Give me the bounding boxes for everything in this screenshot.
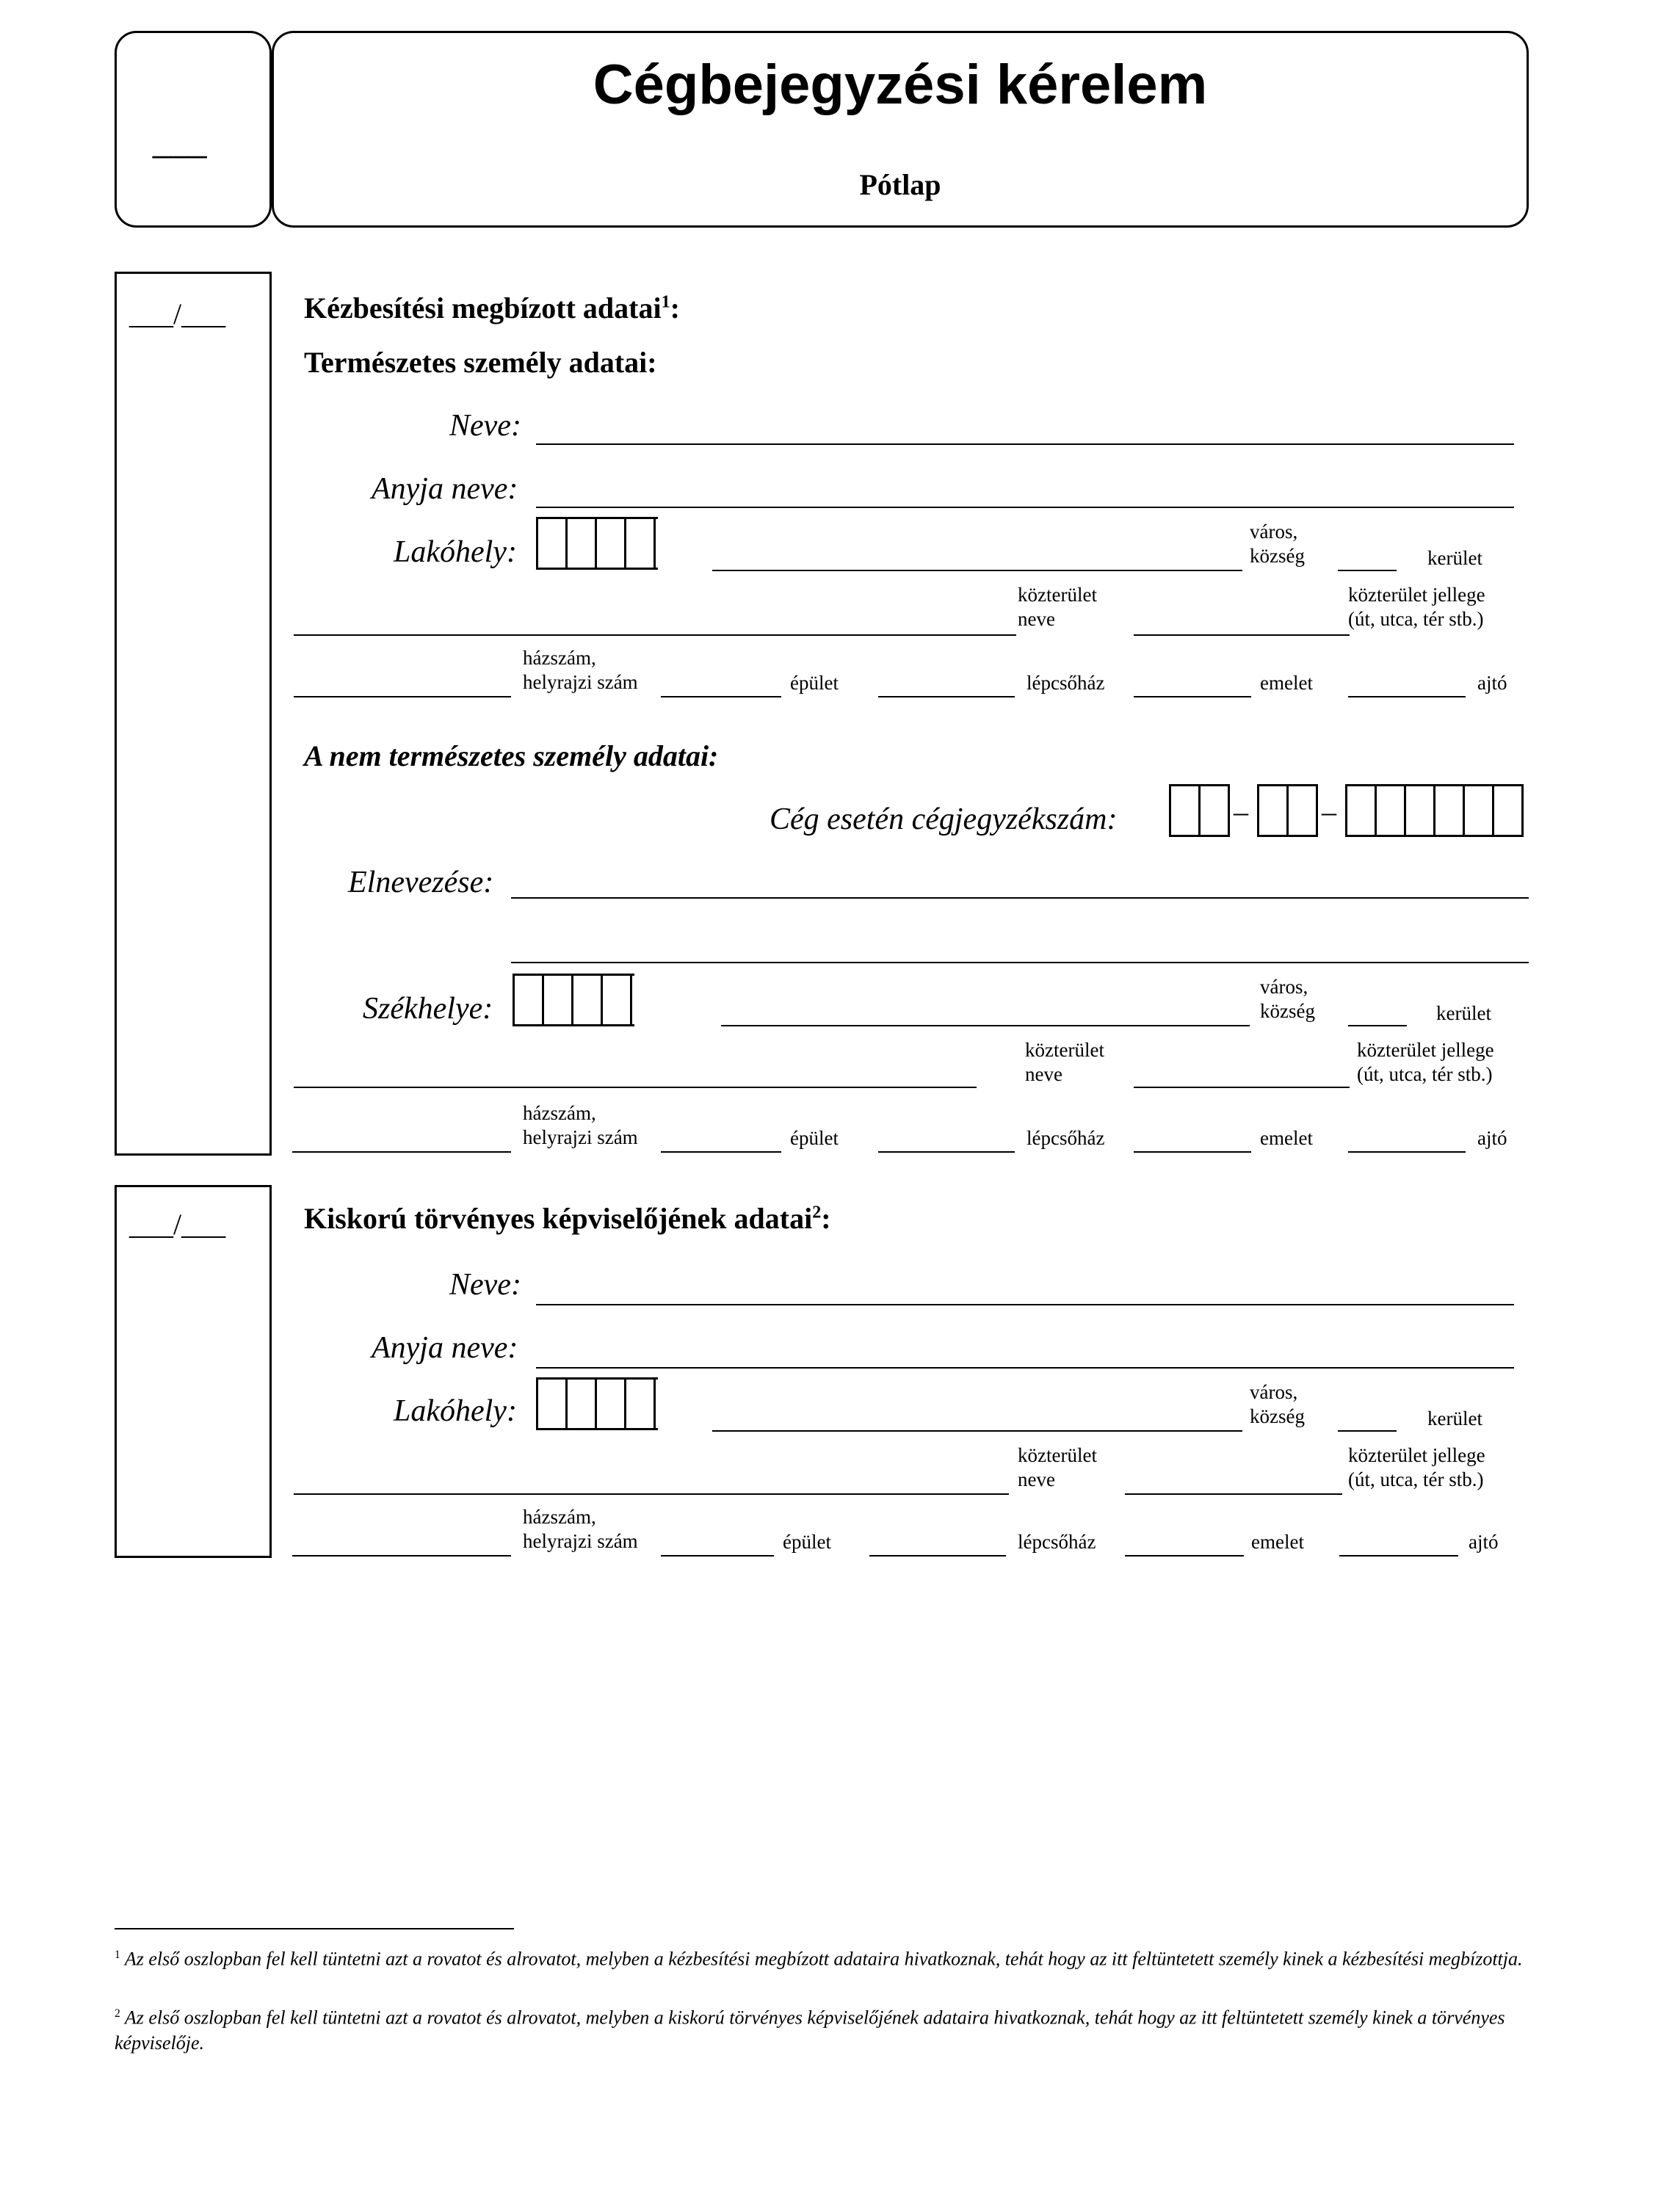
legal-person-title: A nem természetes személy adatai:: [304, 739, 719, 772]
seat-building-field[interactable]: [661, 1151, 781, 1153]
section1-title: Kézbesítési megbízott adatai$^1$:: [304, 291, 680, 325]
rep-staircase-label: lépcsőház: [1018, 1531, 1096, 1553]
seat-street-name-field[interactable]: [294, 1087, 977, 1088]
postcode-cells[interactable]: [536, 517, 658, 570]
company-reg-cells-1[interactable]: [1169, 784, 1230, 837]
rep-street-type-field[interactable]: [1125, 1493, 1342, 1495]
seat-house-number-label: házszám, helyrajzi szám: [523, 1102, 638, 1148]
name-label: Neve:: [449, 409, 521, 443]
building-field[interactable]: [661, 696, 781, 697]
rep-house-number-label: házszám, helyrajzi szám: [523, 1506, 638, 1552]
building-label: épület: [790, 672, 839, 694]
seat-street-name-label: közterület neve: [1025, 1039, 1104, 1085]
residence-label: Lakóhely:: [394, 535, 517, 569]
section2-title: Kiskorú törvényes képviselőjének adatai$^2$:: [304, 1202, 831, 1235]
rep-door-field[interactable]: [1339, 1555, 1458, 1557]
mother-name-label: Anyja neve:: [372, 472, 518, 506]
seat-label: Székhelye:: [363, 992, 493, 1026]
door-label: ajtó: [1477, 672, 1507, 694]
rep-staircase-field[interactable]: [869, 1555, 1006, 1557]
rep-door-label: ajtó: [1469, 1531, 1499, 1553]
street-type-field[interactable]: [1134, 634, 1350, 636]
rep-house-number-field[interactable]: [292, 1555, 511, 1557]
company-reg-dash-1: –: [1234, 795, 1248, 828]
district-label: kerület: [1427, 547, 1482, 569]
seat-street-type-label: közterület jellege (út, utca, tér stb.): [1357, 1039, 1494, 1085]
staircase-label: lépcsőház: [1027, 672, 1105, 694]
seat-postcode-cells[interactable]: [513, 974, 634, 1026]
seat-staircase-label: lépcsőház: [1027, 1127, 1105, 1149]
rep-residence-label: Lakóhely:: [394, 1394, 517, 1428]
rep-district-field[interactable]: [1338, 1430, 1397, 1432]
form-subtitle: Pótlap: [859, 168, 941, 201]
rep-city-label: város, község: [1250, 1381, 1305, 1427]
company-name-field[interactable]: [511, 897, 1529, 899]
house-number-field[interactable]: [294, 696, 511, 697]
rep-floor-label: emelet: [1251, 1531, 1304, 1553]
house-number-label: házszám, helyrajzi szám: [523, 647, 638, 693]
floor-label: emelet: [1260, 672, 1313, 694]
section1-index-field[interactable]: ___/___: [129, 297, 226, 330]
city-field[interactable]: [712, 570, 1242, 571]
rep-postcode-cells[interactable]: [536, 1377, 658, 1430]
rep-floor-field[interactable]: [1125, 1555, 1244, 1557]
section2-index-field[interactable]: ___/___: [129, 1208, 226, 1241]
company-reg-cells-2[interactable]: [1257, 784, 1318, 837]
rep-street-type-label: közterület jellege (út, utca, tér stb.): [1348, 1444, 1485, 1490]
company-name-label: Elnevezése:: [348, 866, 494, 899]
seat-door-field[interactable]: [1348, 1151, 1466, 1153]
footnote-1: $^1$ Az első oszlopban fel kell tüntetni azt a rovatot és alrovatot, melyben a kézbesítési megbízott adataira hivatkoznak, tehát hogy az itt feltüntetett személy kinek a kézbesítési megbízottja.: [115, 1948, 1523, 1970]
rep-street-name-field[interactable]: [294, 1493, 1009, 1495]
seat-floor-field[interactable]: [1134, 1151, 1251, 1153]
street-name-field[interactable]: [294, 634, 1016, 636]
staircase-field[interactable]: [878, 696, 1015, 697]
name-field[interactable]: [536, 443, 1514, 445]
natural-person-title: Természetes személy adatai:: [304, 346, 657, 379]
street-type-label: közterület jellege (út, utca, tér stb.): [1348, 584, 1485, 630]
seat-city-field[interactable]: [721, 1025, 1250, 1026]
rep-name-label: Neve:: [449, 1268, 521, 1302]
seat-floor-label: emelet: [1260, 1127, 1313, 1149]
company-name-field-2[interactable]: [511, 962, 1529, 963]
company-reg-cells-3[interactable]: [1345, 784, 1524, 837]
rep-name-field[interactable]: [536, 1304, 1514, 1305]
rep-district-label: kerület: [1427, 1407, 1482, 1429]
rep-street-name-label: közterület neve: [1018, 1444, 1097, 1490]
company-reg-label: Cég esetén cégjegyzékszám:: [770, 802, 1118, 836]
floor-field[interactable]: [1134, 696, 1251, 697]
seat-district-label: kerület: [1436, 1002, 1491, 1024]
rep-mother-name-field[interactable]: [536, 1367, 1514, 1369]
footnote-separator: [115, 1928, 514, 1929]
footnote-2: $^2$ Az első oszlopban fel kell tüntetni azt a rovatot és alrovatot, melyben a kiskorú törvényes képviselőjének adataira hivatkoznak, tehát hogy az itt feltüntetett személy kinek a törvényes képviselője.: [115, 2007, 1505, 2054]
door-field[interactable]: [1348, 696, 1466, 697]
company-reg-dash-2: –: [1322, 795, 1336, 828]
rep-building-field[interactable]: [661, 1555, 774, 1557]
seat-door-label: ajtó: [1477, 1127, 1507, 1149]
seat-staircase-field[interactable]: [878, 1151, 1015, 1153]
form-title: Cégbejegyzési kérelem: [593, 54, 1208, 116]
rep-building-label: épület: [783, 1531, 831, 1553]
rep-mother-name-label: Anyja neve:: [372, 1331, 518, 1365]
district-field[interactable]: [1338, 570, 1397, 571]
section1-index-box: [115, 272, 272, 1156]
seat-street-type-field[interactable]: [1134, 1087, 1350, 1088]
seat-building-label: épület: [790, 1127, 839, 1149]
seat-city-label: város, község: [1260, 976, 1315, 1022]
header-left-mark: ___: [153, 123, 207, 159]
rep-city-field[interactable]: [712, 1430, 1242, 1432]
city-label: város, község: [1250, 521, 1305, 567]
seat-district-field[interactable]: [1348, 1025, 1407, 1026]
street-name-label: közterület neve: [1018, 584, 1097, 630]
mother-name-field[interactable]: [536, 507, 1514, 508]
seat-house-number-field[interactable]: [292, 1151, 511, 1153]
